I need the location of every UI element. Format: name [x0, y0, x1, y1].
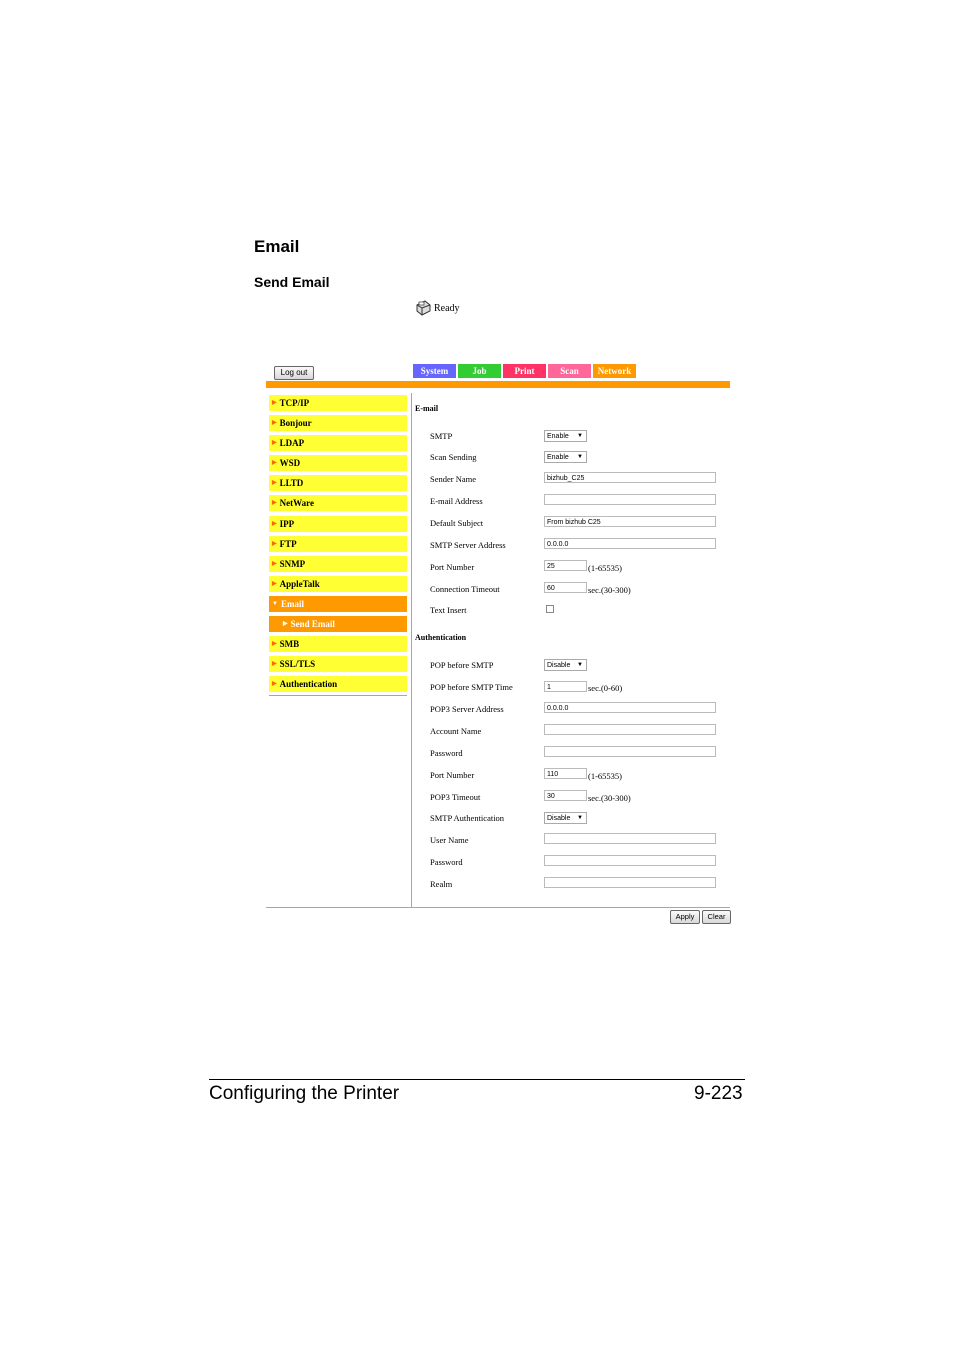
- tab-system[interactable]: System: [413, 364, 456, 378]
- pop3-port-range: (1-65535): [588, 771, 622, 781]
- port-number-range: (1-65535): [588, 563, 622, 573]
- apply-button[interactable]: Apply: [670, 910, 700, 924]
- port-number-input[interactable]: 25: [544, 560, 587, 571]
- arrow-right-icon: ▶: [272, 560, 277, 567]
- chevron-down-icon: ▼: [577, 433, 583, 439]
- page-title: Email: [254, 237, 300, 256]
- connection-timeout-label: Connection Timeout: [430, 584, 500, 594]
- default-subject-input[interactable]: From bizhub C25: [544, 516, 716, 527]
- tab-scan[interactable]: Scan: [548, 364, 591, 378]
- footer-rule: [209, 1079, 745, 1080]
- arrow-right-icon: ▶: [272, 520, 277, 527]
- sender-name-label: Sender Name: [430, 474, 477, 484]
- arrow-right-icon: ▶: [272, 641, 277, 648]
- pop3-timeout-range: sec.(30-300): [588, 793, 631, 803]
- arrow-down-icon: ▼: [272, 600, 278, 607]
- sidebar-item-ipp[interactable]: ▶ IPP: [269, 516, 407, 532]
- footer-divider-orange: [266, 907, 730, 908]
- email-address-input[interactable]: [544, 494, 716, 505]
- smtp-password-label: Password: [430, 857, 463, 867]
- sidebar-item-snmp[interactable]: ▶ SNMP: [269, 556, 407, 572]
- realm-label: Realm: [430, 879, 453, 889]
- port-number-label: Port Number: [430, 562, 475, 572]
- header-bar: [266, 381, 730, 388]
- chevron-down-icon: ▼: [577, 454, 583, 460]
- arrow-right-icon: ▶: [272, 681, 277, 688]
- smtp-label: SMTP: [430, 431, 453, 441]
- main-tabs: [413, 364, 636, 378]
- arrow-right-icon: ▶: [272, 500, 277, 507]
- chevron-down-icon: ▼: [577, 662, 583, 668]
- sidebar-item-ssltls[interactable]: ▶ SSL/TLS: [269, 656, 407, 672]
- pop3-server-input[interactable]: 0.0.0.0: [544, 702, 716, 713]
- password-input[interactable]: [544, 746, 716, 757]
- pop3-timeout-label: POP3 Timeout: [430, 792, 481, 802]
- tab-network[interactable]: Network: [593, 364, 636, 378]
- tab-job[interactable]: Job: [458, 364, 501, 378]
- sidebar-item-email[interactable]: ▼ Email: [269, 596, 407, 612]
- pop3-timeout-input[interactable]: 30: [544, 790, 587, 801]
- authentication-heading: Authentication: [415, 633, 467, 642]
- connection-timeout-range: sec.(30-300): [588, 585, 631, 595]
- printer-icon: [414, 299, 432, 317]
- pop-time-label: POP before SMTP Time: [430, 682, 513, 692]
- sidebar-item-smb[interactable]: ▶ SMB: [269, 636, 407, 652]
- arrow-right-icon: ▶: [272, 580, 277, 587]
- text-insert-checkbox[interactable]: [546, 605, 554, 613]
- arrow-right-icon: ▶: [283, 621, 288, 628]
- sidebar-item-netware[interactable]: ▶ NetWare: [269, 495, 407, 511]
- default-subject-label: Default Subject: [430, 518, 484, 528]
- sidebar-item-lltd[interactable]: ▶ LLTD: [269, 475, 407, 491]
- arrow-right-icon: ▶: [272, 440, 277, 447]
- smtp-password-input[interactable]: [544, 855, 716, 866]
- sidebar-nav: [269, 395, 407, 696]
- password-label: Password: [430, 748, 463, 758]
- smtp-server-label: SMTP Server Address: [430, 540, 506, 550]
- account-name-label: Account Name: [430, 726, 482, 736]
- arrow-right-icon: ▶: [272, 540, 277, 547]
- footer-chapter: Configuring the Printer: [209, 1083, 400, 1104]
- content-divider: [411, 393, 412, 907]
- email-address-label: E-mail Address: [430, 496, 483, 506]
- text-insert-label: Text Insert: [430, 605, 467, 615]
- sidebar-item-ftp[interactable]: ▶ FTP: [269, 536, 407, 552]
- tab-print[interactable]: Print: [503, 364, 546, 378]
- status-text: Ready: [434, 302, 460, 314]
- chevron-down-icon: ▼: [577, 815, 583, 821]
- pop-time-range: sec.(0-60): [588, 683, 623, 693]
- pop-before-smtp-select[interactable]: Disable ▼: [544, 659, 587, 671]
- pop3-port-input[interactable]: 110: [544, 768, 587, 779]
- arrow-right-icon: ▶: [272, 661, 277, 668]
- sidebar-item-ldap[interactable]: ▶ LDAP: [269, 435, 407, 451]
- sender-name-input[interactable]: bizhub_C25: [544, 472, 716, 483]
- smtp-auth-select[interactable]: Disable ▼: [544, 812, 587, 824]
- account-name-input[interactable]: [544, 724, 716, 735]
- logout-button[interactable]: Log out: [274, 366, 314, 380]
- user-name-input[interactable]: [544, 833, 716, 844]
- user-name-label: User Name: [430, 835, 469, 845]
- pop-before-smtp-label: POP before SMTP: [430, 660, 494, 670]
- sidebar-item-send-email[interactable]: ▶ Send Email: [269, 616, 407, 632]
- pop3-server-label: POP3 Server Address: [430, 704, 504, 714]
- section-subtitle: Send Email: [254, 274, 330, 290]
- sidebar-item-bonjour[interactable]: ▶ Bonjour: [269, 415, 407, 431]
- footer-page-number: 9-223: [694, 1083, 743, 1104]
- smtp-select[interactable]: Enable ▼: [544, 430, 587, 442]
- printer-status: [414, 299, 460, 317]
- pop-time-input[interactable]: 1: [544, 681, 587, 692]
- sidebar-item-authentication[interactable]: ▶ Authentication: [269, 676, 407, 692]
- sidebar-divider: [269, 695, 407, 696]
- arrow-right-icon: ▶: [272, 480, 277, 487]
- arrow-right-icon: ▶: [272, 420, 277, 427]
- sidebar-item-appletalk[interactable]: ▶ AppleTalk: [269, 576, 407, 592]
- pop3-port-label: Port Number: [430, 770, 475, 780]
- scan-sending-label: Scan Sending: [430, 452, 477, 462]
- sidebar-item-tcpip[interactable]: ▶ TCP/IP: [269, 395, 407, 411]
- sidebar-item-wsd[interactable]: ▶ WSD: [269, 455, 407, 471]
- arrow-right-icon: ▶: [272, 460, 277, 467]
- smtp-auth-label: SMTP Authentication: [430, 813, 505, 823]
- email-heading: E-mail: [415, 404, 439, 413]
- connection-timeout-input[interactable]: 60: [544, 582, 587, 593]
- arrow-right-icon: ▶: [272, 400, 277, 406]
- smtp-server-input[interactable]: 0.0.0.0: [544, 538, 716, 549]
- scan-sending-select[interactable]: Enable ▼: [544, 451, 587, 463]
- clear-button[interactable]: Clear: [702, 910, 731, 924]
- realm-input[interactable]: [544, 877, 716, 888]
